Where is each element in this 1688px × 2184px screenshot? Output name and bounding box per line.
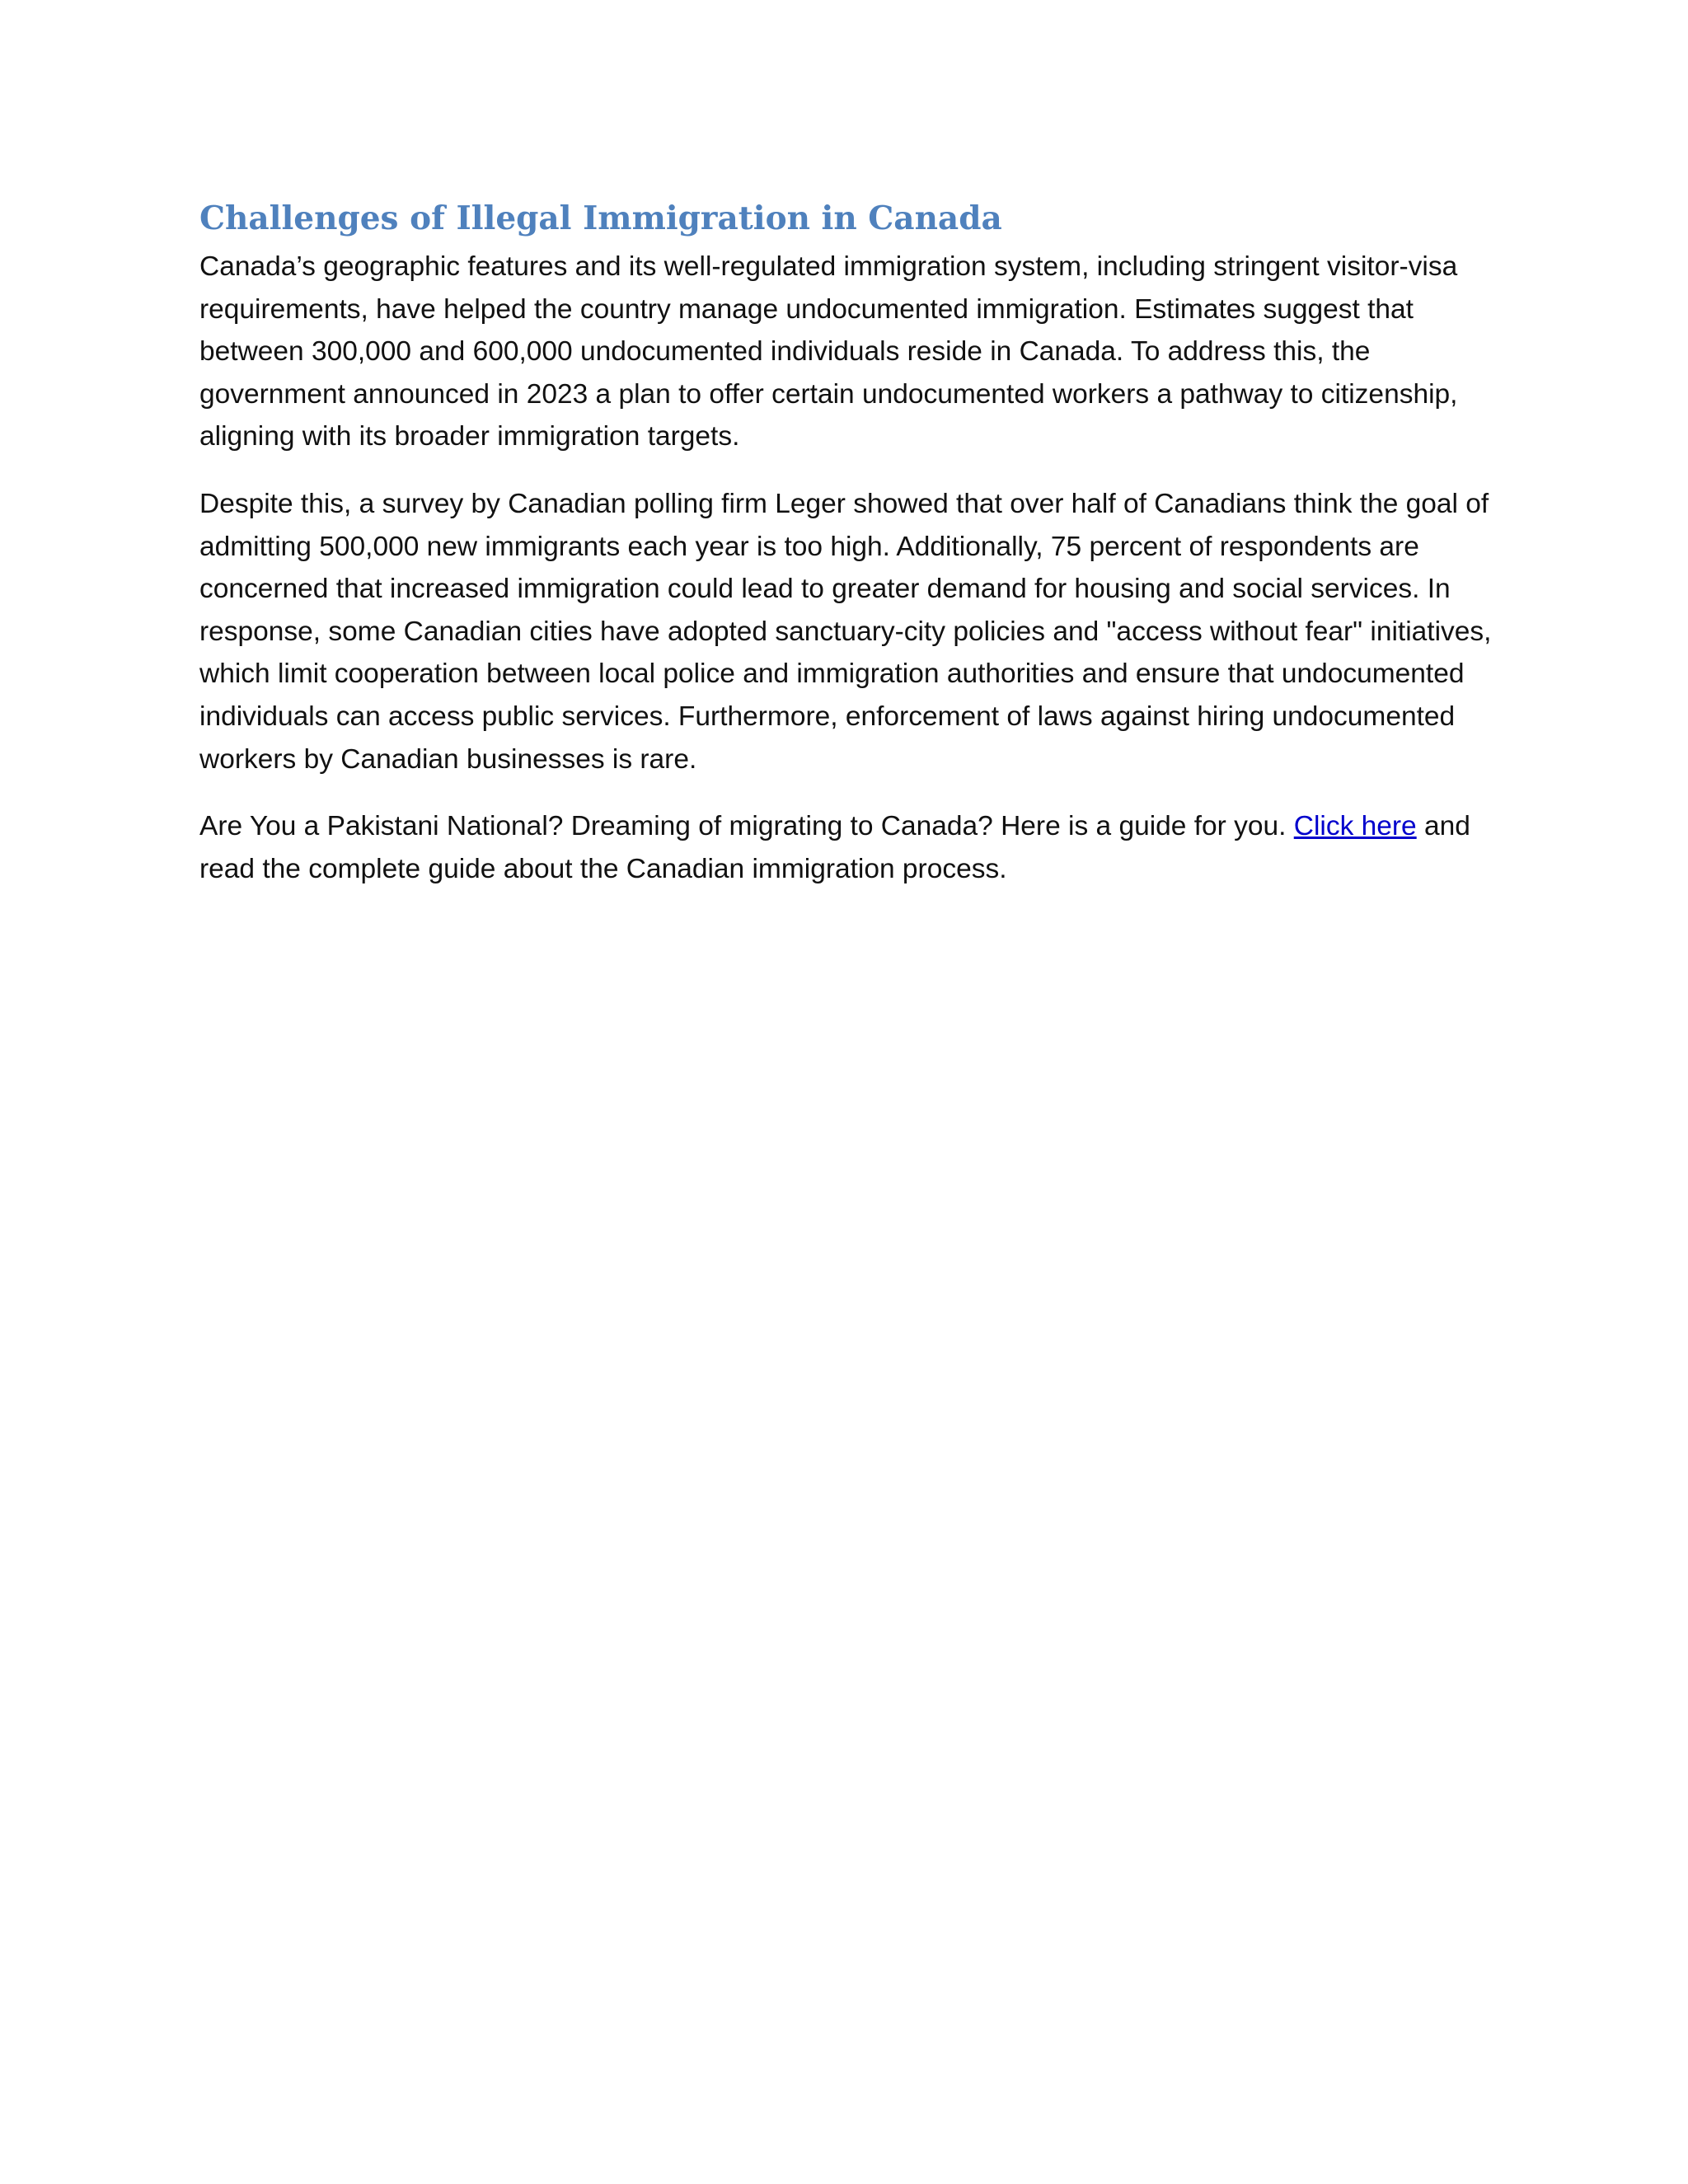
paragraph-guide (199, 805, 1502, 890)
document-body (199, 194, 1502, 915)
click-here-link[interactable]: Click here (1293, 811, 1417, 842)
guide-text-before-link: Are You a Pakistani National? Dreaming of migrating to Canada? Here is a guide for you. (199, 811, 1294, 842)
paragraph-geography: Canada’s geographic features and its well-regulated immigration system, including stringent visitor-visa requirements, have helped the country manage undocumented immigration. Estimates suggest that between 300,000 and 600,000 undocumented individuals reside in Canada. To address this, the government announced in 2023 a plan to offer certain undocumented workers a pathway to citizenship, aligning with its broader immigration targets. (199, 251, 1458, 452)
paragraph-survey: Despite this, a survey by Canadian polling firm Leger showed that over half of Canadians think the goal of admitting 500,000 new immigrants each year is too high. Additionally, 75 percent of respondents are concerned that increased immigration could lead to greater demand for housing and social services. In response, some Canadian cities have adopted sanctuary-city policies and "access without fear" initiatives, which limit cooperation between local police and immigration authorities and ensure that undocumented individuals can access public services. Furthermore, enforcement of laws against hiring undocumented workers by Canadian businesses is rare. (199, 488, 1492, 775)
guide-text-after-link: and read the complete guide about the Canadian immigration process. (199, 811, 1470, 884)
document-heading: Challenges of Illegal Immigration in Canada (199, 199, 1002, 237)
